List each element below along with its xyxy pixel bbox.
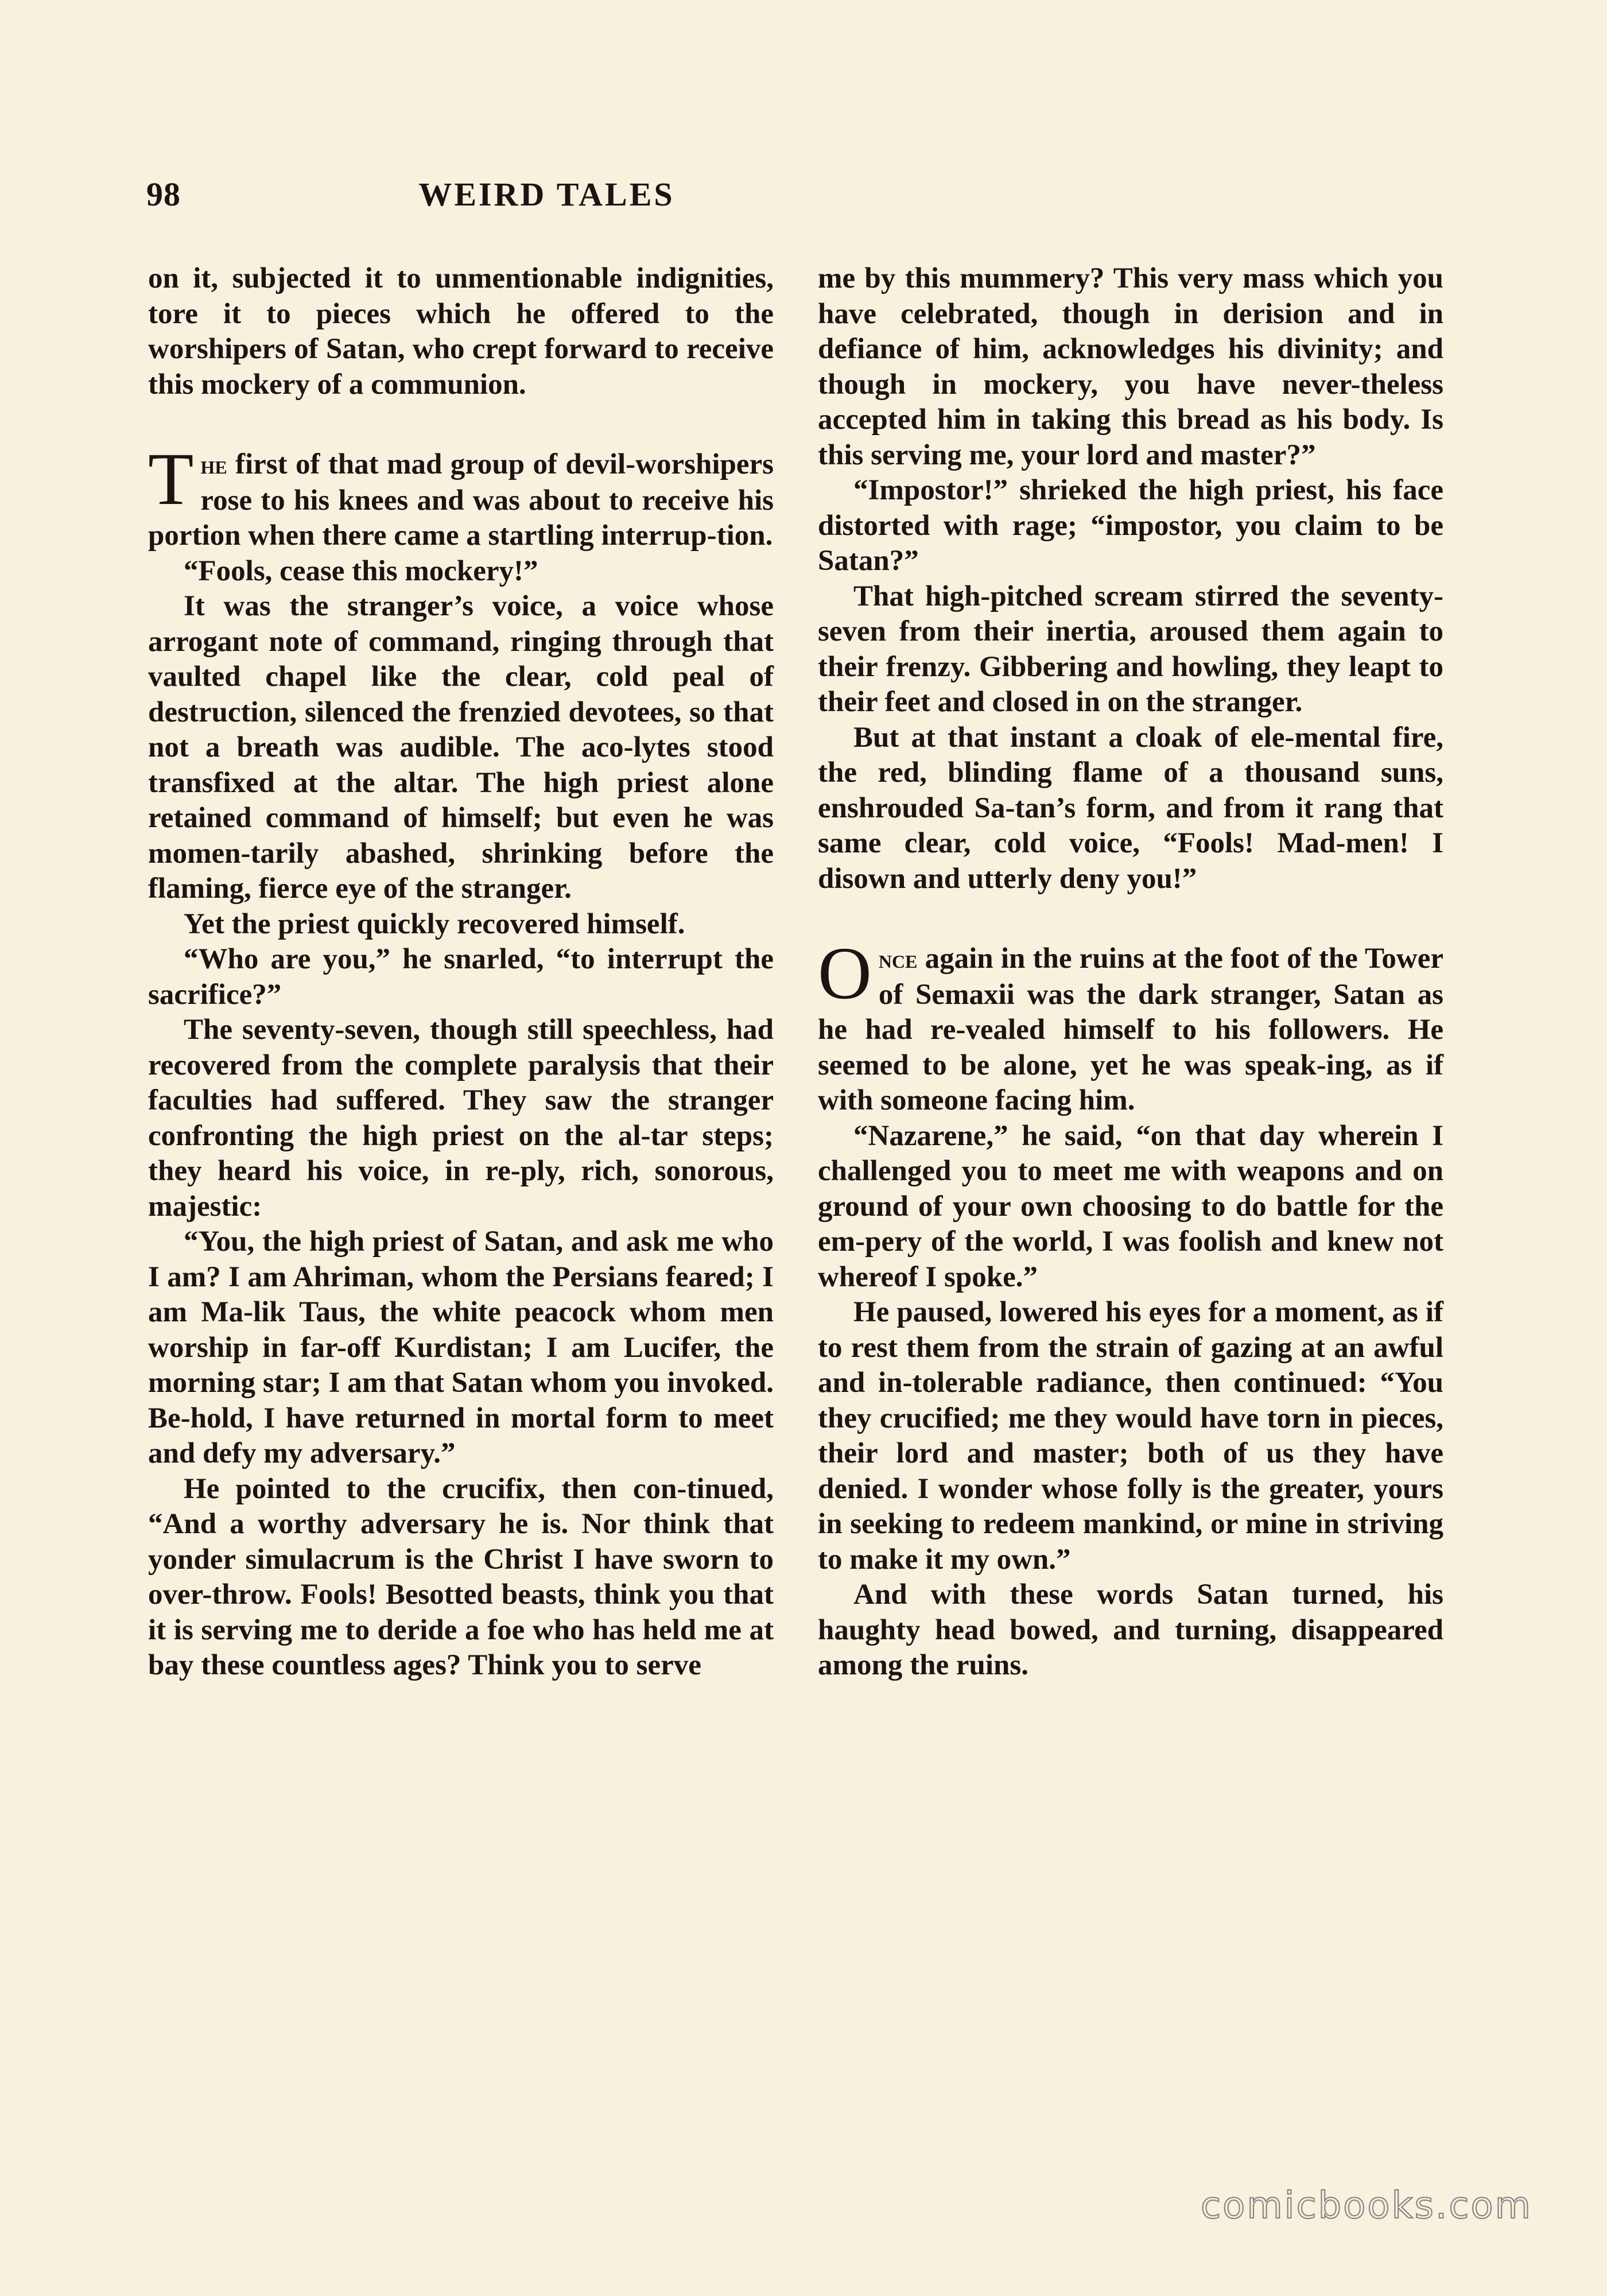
- paragraph: “Nazarene,” he said, “on that day wherein I challenged you to meet me with weapons and on ground of your own choosing to do battle for the em-pery of the world, I was foolish and knew not whereof I spoke.”: [818, 1119, 1443, 1293]
- page-header: [146, 175, 947, 227]
- paragraph: “Who are you,” he snarled, “to interrupt the sacrifice?”: [148, 943, 774, 1011]
- small-caps-lead: nce: [878, 945, 918, 974]
- section-opening-paragraph: [148, 438, 774, 554]
- drop-cap: T: [148, 438, 194, 521]
- paragraph: Yet the priest quickly recovered himself.: [184, 907, 685, 940]
- paragraph: me by this mummery? This very mass which you have celebrated, though in derision and in defiance of him, acknowledges his divinity; and though in mockery, you have never-theless accepted him in taking this bread as his body. Is this serving me, your lord and master?”: [818, 262, 1443, 471]
- paragraph: “You, the high priest of Satan, and ask me who I am? I am Ahriman, whom the Persians feared; I am Ma-lik Taus, the white peacock whom men worship in far-off Kurdistan; I am Lucifer, the morning star; I am that Satan whom you invoked. Be-hold, I have returned in mortal form to meet and defy my adversary.”: [148, 1225, 774, 1469]
- paragraph: But at that instant a cloak of ele-mental fire, the red, blinding flame of a thousand suns, enshrouded Sa-tan’s form, and from it rang that same clear, cold voice, “Fools! Mad-men! I disown and utterly deny you!”: [818, 721, 1443, 895]
- paragraph: “Impostor!” shrieked the high priest, his face distorted with rage; “impostor, you claim to be Satan?”: [818, 474, 1443, 577]
- left-column: [148, 261, 774, 1684]
- watermark: comicbooks.com: [1200, 2185, 1532, 2227]
- paragraph-text: again in the ruins at the foot of the Tower of Semaxii was the dark stranger, Satan as he had re-vealed himself to his followers. He seemed to be alone, yet he was speak-ing, as if with someone facing him.: [818, 943, 1443, 1116]
- page-number: 98: [146, 176, 181, 213]
- paragraph: It was the stranger’s voice, a voice whose arrogant note of command, ringing through that vaulted chapel like the clear, cold peal of destruction, silenced the frenzied devotees, so that not a breath was audible. The aco-lytes stood transfixed at the altar. The high priest alone retained command of himself; but even he was momen-tarily abashed, shrinking before the flaming, fierce eye of the stranger.: [148, 590, 774, 905]
- paragraph: He pointed to the crucifix, then con-tinued, “And a worthy adversary he is. Nor think that yonder simulacrum is the Christ I have sworn to over-throw. Fools! Besotted beasts, think you that it is serving me to deride a foe who has held me at bay these countless ages? Think you to serve: [148, 1472, 774, 1681]
- paragraph: That high-pitched scream stirred the seventy-seven from their inertia, aroused them again to their frenzy. Gibbering and howling, they leapt to their feet and closed in on the stranger.: [818, 580, 1443, 718]
- running-title: WEIRD TALES: [418, 176, 675, 213]
- paragraph: And with these words Satan turned, his haughty head bowed, and turning, disappeared among the ruins.: [818, 1578, 1443, 1681]
- small-caps-lead: he: [200, 451, 227, 479]
- drop-cap: O: [818, 932, 872, 1015]
- paragraph: “Fools, cease this mockery!”: [184, 554, 538, 587]
- paragraph-text: first of that mad group of devil-worshipers rose to his knees and was about to receive his portion when there came a startling interrup-tion.: [148, 448, 774, 552]
- section-opening-paragraph: [818, 932, 1443, 1119]
- paragraph: The seventy-seven, though still speechless, had recovered from the complete paralysis that their faculties had suffered. They saw the stranger confronting the high priest on the al-tar steps; they heard his voice, in re-ply, rich, sonorous, majestic:: [148, 1014, 774, 1223]
- paragraph: on it, subjected it to unmentionable indignities, tore it to pieces which he offered to the worshipers of Satan, who crept forward to receive this mockery of a communion.: [148, 262, 774, 401]
- right-column: [818, 261, 1443, 1684]
- paragraph: He paused, lowered his eyes for a moment, as if to rest them from the strain of gazing at an awful and in-tolerable radiance, then continued: “You they crucified; me they would have torn in pieces, their lord and master; both of us they have denied. I wonder whose folly is the greater, yours in seeking to redeem mankind, or mine in striving to make it my own.”: [818, 1296, 1443, 1576]
